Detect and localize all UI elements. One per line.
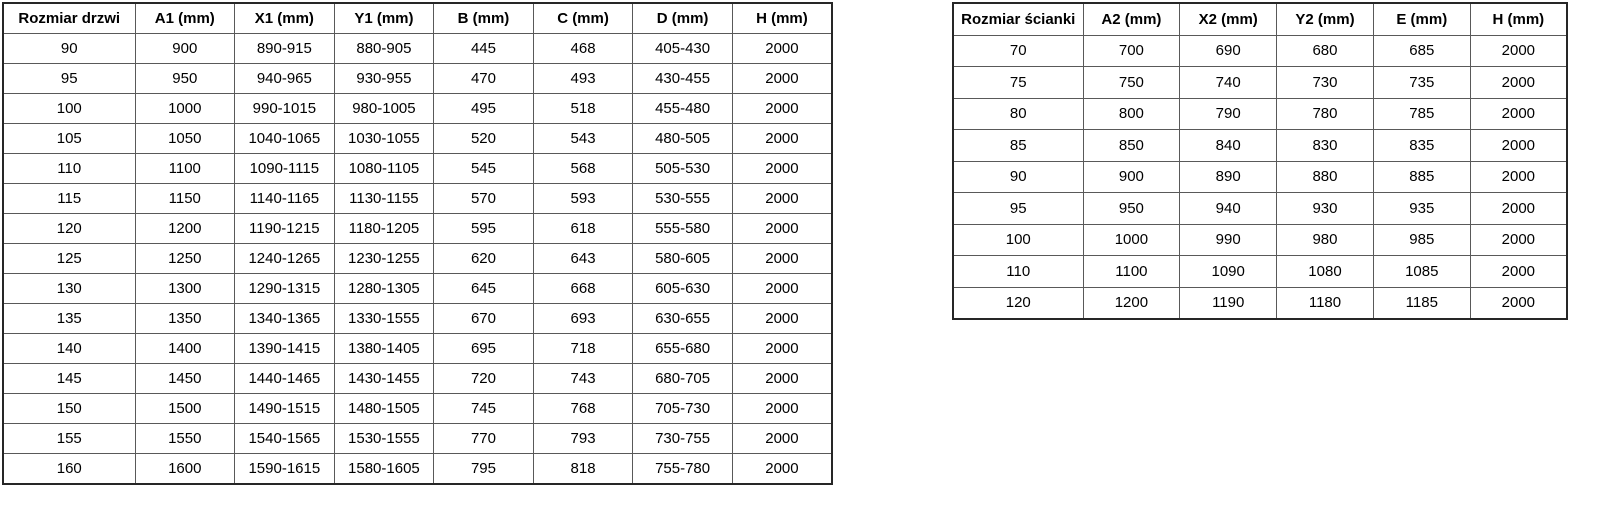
table-row <box>953 35 1567 67</box>
table-cell: 1380-1405 <box>334 334 434 364</box>
table-cell: 520 <box>434 124 534 154</box>
table-cell: 930 <box>1277 193 1374 225</box>
table-cell: 2000 <box>1470 35 1567 67</box>
table-cell: 880 <box>1277 161 1374 193</box>
table-cell: 1480-1505 <box>334 394 434 424</box>
table-row <box>953 67 1567 99</box>
table-cell: 1390-1415 <box>235 334 335 364</box>
table-cell: 95 <box>953 193 1083 225</box>
column-header: E (mm) <box>1373 3 1470 35</box>
table-cell: 1190-1215 <box>235 214 335 244</box>
table-cell: 2000 <box>1470 67 1567 99</box>
column-header: Rozmiar drzwi <box>3 3 135 34</box>
table-cell: 750 <box>1083 67 1180 99</box>
table-cell: 1440-1465 <box>235 364 335 394</box>
table-cell: 900 <box>1083 161 1180 193</box>
table-row <box>3 244 832 274</box>
table-row <box>953 161 1567 193</box>
table-cell: 1180-1205 <box>334 214 434 244</box>
table-cell: 570 <box>434 184 534 214</box>
table-cell: 90 <box>3 34 135 64</box>
table-cell: 2000 <box>732 424 832 454</box>
table-cell: 160 <box>3 454 135 485</box>
table-cell: 1550 <box>135 424 235 454</box>
table-cell: 580-605 <box>633 244 733 274</box>
table-cell: 1280-1305 <box>334 274 434 304</box>
table-cell: 100 <box>953 224 1083 256</box>
table-cell: 120 <box>3 214 135 244</box>
table-cell: 1090-1115 <box>235 154 335 184</box>
table-cell: 643 <box>533 244 633 274</box>
table-cell: 630-655 <box>633 304 733 334</box>
table-cell: 980-1005 <box>334 94 434 124</box>
table-row <box>3 34 832 64</box>
table-row <box>3 64 832 94</box>
table-cell: 685 <box>1373 35 1470 67</box>
table-cell: 1185 <box>1373 287 1470 319</box>
table-cell: 530-555 <box>633 184 733 214</box>
table-cell: 645 <box>434 274 534 304</box>
table-row <box>3 124 832 154</box>
table-cell: 115 <box>3 184 135 214</box>
table-cell: 2000 <box>1470 161 1567 193</box>
table-cell: 495 <box>434 94 534 124</box>
table-cell: 95 <box>3 64 135 94</box>
table-cell: 1040-1065 <box>235 124 335 154</box>
table-cell: 493 <box>533 64 633 94</box>
table-cell: 990-1015 <box>235 94 335 124</box>
table-cell: 1330-1555 <box>334 304 434 334</box>
table-cell: 445 <box>434 34 534 64</box>
table-row <box>3 454 832 485</box>
column-header: Rozmiar ścianki <box>953 3 1083 35</box>
table-cell: 690 <box>1180 35 1277 67</box>
table-cell: 1300 <box>135 274 235 304</box>
table-cell: 1150 <box>135 184 235 214</box>
table-cell: 145 <box>3 364 135 394</box>
table-cell: 700 <box>1083 35 1180 67</box>
table-cell: 2000 <box>732 124 832 154</box>
table-cell: 2000 <box>1470 287 1567 319</box>
column-header: A2 (mm) <box>1083 3 1180 35</box>
table-cell: 543 <box>533 124 633 154</box>
table-cell: 555-580 <box>633 214 733 244</box>
table-cell: 1600 <box>135 454 235 485</box>
table-cell: 885 <box>1373 161 1470 193</box>
column-header: C (mm) <box>533 3 633 34</box>
table-row <box>3 304 832 334</box>
table-cell: 505-530 <box>633 154 733 184</box>
table-row <box>953 256 1567 288</box>
table-cell: 735 <box>1373 67 1470 99</box>
table-cell: 880-905 <box>334 34 434 64</box>
table-cell: 480-505 <box>633 124 733 154</box>
table-cell: 1100 <box>1083 256 1180 288</box>
table-row <box>3 184 832 214</box>
table-cell: 940-965 <box>235 64 335 94</box>
doors-table-header <box>3 3 832 34</box>
table-cell: 2000 <box>1470 256 1567 288</box>
table-row <box>953 193 1567 225</box>
table-cell: 680-705 <box>633 364 733 394</box>
table-cell: 2000 <box>732 154 832 184</box>
table-cell: 1290-1315 <box>235 274 335 304</box>
table-cell: 595 <box>434 214 534 244</box>
table-row <box>3 154 832 184</box>
walls-table-body <box>953 35 1567 319</box>
table-cell: 2000 <box>732 454 832 485</box>
table-cell: 795 <box>434 454 534 485</box>
table-cell: 1190 <box>1180 287 1277 319</box>
table-row <box>3 424 832 454</box>
table-cell: 693 <box>533 304 633 334</box>
table-cell: 1200 <box>135 214 235 244</box>
table-cell: 743 <box>533 364 633 394</box>
table-cell: 1430-1455 <box>334 364 434 394</box>
table-cell: 1180 <box>1277 287 1374 319</box>
table-cell: 1000 <box>1083 224 1180 256</box>
table-cell: 85 <box>953 130 1083 162</box>
table-cell: 100 <box>3 94 135 124</box>
table-cell: 900 <box>135 34 235 64</box>
table-cell: 1085 <box>1373 256 1470 288</box>
table-cell: 605-630 <box>633 274 733 304</box>
table-cell: 2000 <box>732 364 832 394</box>
table-row <box>953 224 1567 256</box>
table-row <box>3 394 832 424</box>
table-cell: 1350 <box>135 304 235 334</box>
table-cell: 1080-1105 <box>334 154 434 184</box>
table-cell: 2000 <box>732 304 832 334</box>
table-cell: 2000 <box>732 184 832 214</box>
table-cell: 800 <box>1083 98 1180 130</box>
table-row <box>3 214 832 244</box>
table-cell: 720 <box>434 364 534 394</box>
table-cell: 790 <box>1180 98 1277 130</box>
column-header: D (mm) <box>633 3 733 34</box>
column-header: Y2 (mm) <box>1277 3 1374 35</box>
table-cell: 950 <box>1083 193 1180 225</box>
table-cell: 1140-1165 <box>235 184 335 214</box>
table-cell: 2000 <box>732 214 832 244</box>
table-cell: 110 <box>3 154 135 184</box>
walls-table-header <box>953 3 1567 35</box>
table-cell: 1200 <box>1083 287 1180 319</box>
table-cell: 730-755 <box>633 424 733 454</box>
table-cell: 1540-1565 <box>235 424 335 454</box>
table-cell: 890-915 <box>235 34 335 64</box>
table-cell: 2000 <box>732 334 832 364</box>
table-cell: 980 <box>1277 224 1374 256</box>
table-cell: 830 <box>1277 130 1374 162</box>
table-cell: 468 <box>533 34 633 64</box>
table-cell: 470 <box>434 64 534 94</box>
table-cell: 568 <box>533 154 633 184</box>
table-cell: 793 <box>533 424 633 454</box>
table-cell: 130 <box>3 274 135 304</box>
table-cell: 518 <box>533 94 633 124</box>
table-cell: 940 <box>1180 193 1277 225</box>
table-cell: 1080 <box>1277 256 1374 288</box>
column-header: B (mm) <box>434 3 534 34</box>
table-cell: 125 <box>3 244 135 274</box>
table-cell: 780 <box>1277 98 1374 130</box>
header-row <box>3 3 832 34</box>
table-cell: 155 <box>3 424 135 454</box>
table-cell: 680 <box>1277 35 1374 67</box>
table-cell: 1340-1365 <box>235 304 335 334</box>
table-cell: 2000 <box>1470 130 1567 162</box>
table-cell: 110 <box>953 256 1083 288</box>
table-cell: 840 <box>1180 130 1277 162</box>
table-cell: 730 <box>1277 67 1374 99</box>
table-cell: 2000 <box>1470 224 1567 256</box>
table-row <box>953 98 1567 130</box>
table-cell: 1130-1155 <box>334 184 434 214</box>
table-cell: 768 <box>533 394 633 424</box>
table-cell: 655-680 <box>633 334 733 364</box>
table-cell: 75 <box>953 67 1083 99</box>
table-cell: 835 <box>1373 130 1470 162</box>
table-cell: 850 <box>1083 130 1180 162</box>
table-cell: 1100 <box>135 154 235 184</box>
table-cell: 670 <box>434 304 534 334</box>
table-cell: 405-430 <box>633 34 733 64</box>
table-cell: 430-455 <box>633 64 733 94</box>
table-cell: 1090 <box>1180 256 1277 288</box>
table-cell: 1490-1515 <box>235 394 335 424</box>
table-cell: 695 <box>434 334 534 364</box>
table-cell: 2000 <box>732 34 832 64</box>
table-cell: 2000 <box>732 94 832 124</box>
table-cell: 1500 <box>135 394 235 424</box>
table-cell: 150 <box>3 394 135 424</box>
table-cell: 135 <box>3 304 135 334</box>
table-row <box>3 94 832 124</box>
table-cell: 455-480 <box>633 94 733 124</box>
table-cell: 2000 <box>1470 193 1567 225</box>
table-cell: 80 <box>953 98 1083 130</box>
table-row <box>953 130 1567 162</box>
table-cell: 935 <box>1373 193 1470 225</box>
header-row <box>953 3 1567 35</box>
table-cell: 1580-1605 <box>334 454 434 485</box>
table-cell: 785 <box>1373 98 1470 130</box>
table-cell: 2000 <box>732 64 832 94</box>
table-row <box>3 334 832 364</box>
column-header: A1 (mm) <box>135 3 235 34</box>
table-cell: 950 <box>135 64 235 94</box>
column-header: Y1 (mm) <box>334 3 434 34</box>
table-cell: 1450 <box>135 364 235 394</box>
table-cell: 740 <box>1180 67 1277 99</box>
table-cell: 1240-1265 <box>235 244 335 274</box>
table-cell: 930-955 <box>334 64 434 94</box>
column-header: H (mm) <box>1470 3 1567 35</box>
table-cell: 1000 <box>135 94 235 124</box>
table-cell: 105 <box>3 124 135 154</box>
column-header: H (mm) <box>732 3 832 34</box>
table-cell: 1230-1255 <box>334 244 434 274</box>
table-cell: 90 <box>953 161 1083 193</box>
table-cell: 718 <box>533 334 633 364</box>
table-cell: 755-780 <box>633 454 733 485</box>
table-cell: 668 <box>533 274 633 304</box>
table-cell: 2000 <box>732 394 832 424</box>
table-cell: 2000 <box>732 244 832 274</box>
table-cell: 818 <box>533 454 633 485</box>
table-row <box>3 364 832 394</box>
table-cell: 618 <box>533 214 633 244</box>
table-cell: 545 <box>434 154 534 184</box>
wall-sizes-table <box>952 2 1568 320</box>
table-cell: 593 <box>533 184 633 214</box>
table-cell: 890 <box>1180 161 1277 193</box>
table-cell: 985 <box>1373 224 1470 256</box>
column-header: X2 (mm) <box>1180 3 1277 35</box>
table-cell: 990 <box>1180 224 1277 256</box>
table-cell: 2000 <box>1470 98 1567 130</box>
table-cell: 1030-1055 <box>334 124 434 154</box>
doors-table-body <box>3 34 832 485</box>
table-cell: 1250 <box>135 244 235 274</box>
table-cell: 140 <box>3 334 135 364</box>
table-cell: 770 <box>434 424 534 454</box>
table-cell: 1530-1555 <box>334 424 434 454</box>
table-cell: 745 <box>434 394 534 424</box>
table-cell: 1050 <box>135 124 235 154</box>
table-row <box>3 274 832 304</box>
table-cell: 705-730 <box>633 394 733 424</box>
door-sizes-table <box>2 2 833 485</box>
table-cell: 1400 <box>135 334 235 364</box>
table-row <box>953 287 1567 319</box>
table-cell: 70 <box>953 35 1083 67</box>
table-cell: 2000 <box>732 274 832 304</box>
table-cell: 1590-1615 <box>235 454 335 485</box>
table-cell: 620 <box>434 244 534 274</box>
table-cell: 120 <box>953 287 1083 319</box>
column-header: X1 (mm) <box>235 3 335 34</box>
